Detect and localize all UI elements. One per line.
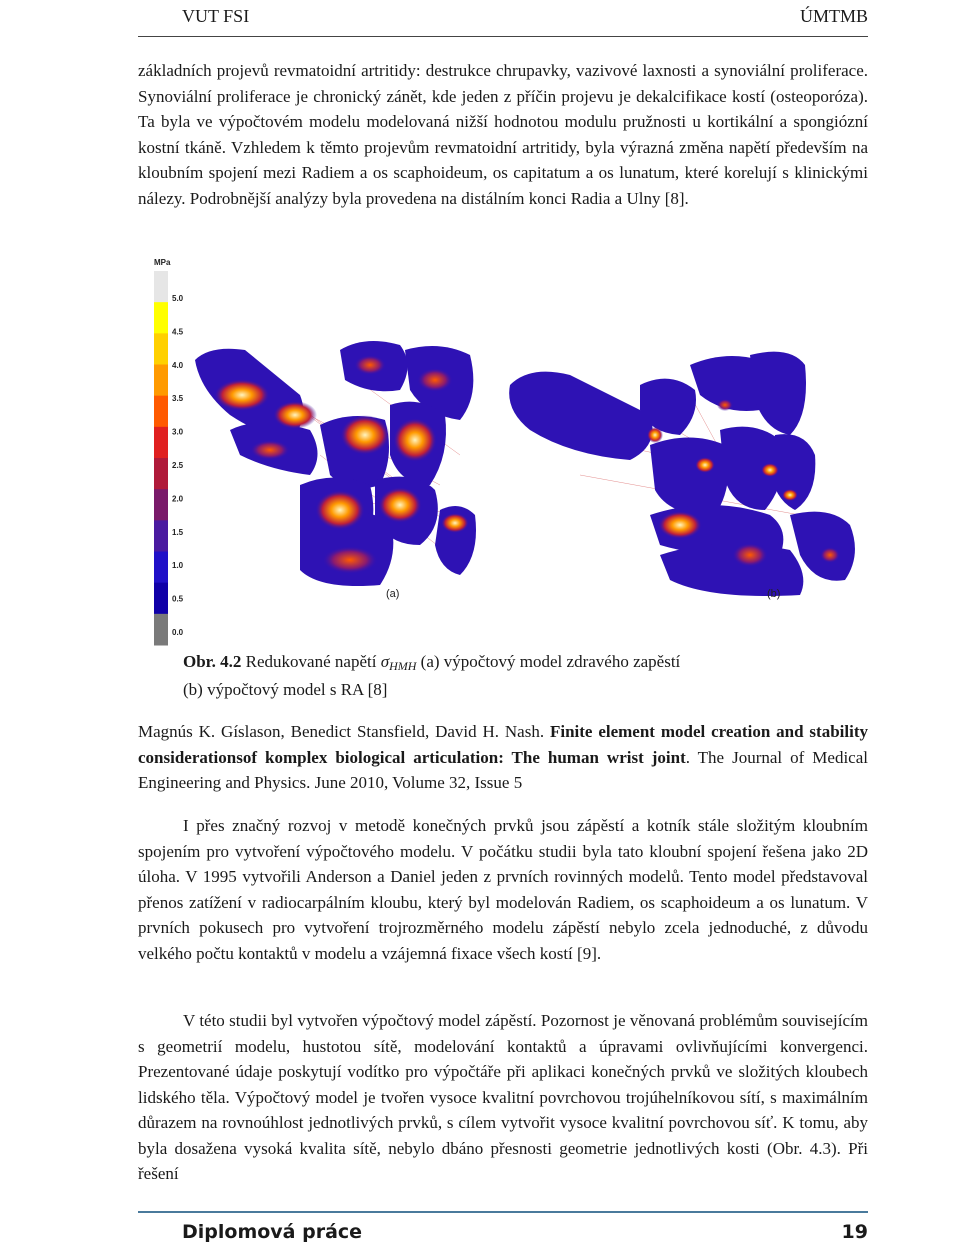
scale-unit: MPa <box>154 258 171 267</box>
scale-segment <box>154 302 168 334</box>
paragraph-3: V této studii byl vytvořen výpočtový model zápěstí. Pozornost je věnovaná problémům souvisejícím s geometrií modelu, hustotou sítě, modelování kontaktů a úpravami ovlivňujícími konvergenci. Prezentované údaje poskytují vodítko pro výpočtáře při aplikaci konečných prvků ve složitých kloubech lidského těla. Výpočtový model je tvořen vysoce kvalitní povrchovou trojúhelníkovou sítí, s maximálním důrazem na rovnoúhlost jednotlivých prvků, s cílem vytvořit vysoce kvalitní povrchovou síť. K tomu, aby byla dosažena vysoká kvalita sítě, nebylo dbáno přesnosti geometrie jednotlivých kosti (Obr. 4.3). Při řešení <box>138 1011 868 1183</box>
scale-segment <box>154 583 168 615</box>
scale-tick-label: 3.0 <box>172 427 184 437</box>
caption-sigma-subscript: HMH <box>389 659 417 673</box>
reference-journal: . The Journal of Medical Engineering and Physics. June 2010, Volume 32, Issue 5 <box>138 747 868 792</box>
scale-tick-label: 1.5 <box>172 527 184 537</box>
scale-tick-label: 3.5 <box>172 394 184 404</box>
reference-authors: Magnús K. Gíslason, Benedict Stansfield, David H. Nash. <box>138 722 545 741</box>
header-institution: VUT FSI <box>182 6 250 26</box>
scale-segment <box>154 271 168 303</box>
scale-segment <box>154 365 168 397</box>
wrist-model-a <box>195 341 476 586</box>
scale-tick-label: 5.0 <box>172 294 184 303</box>
caption-sigma: σ <box>380 652 390 671</box>
wrist-model-b <box>509 352 855 596</box>
page-number: 19 <box>841 1221 868 1243</box>
scale-tick-label: 4.0 <box>172 360 184 370</box>
color-scale <box>154 271 168 646</box>
scale-tick-label: 4.5 <box>172 327 184 337</box>
reference <box>138 719 868 796</box>
scale-segment <box>154 396 168 428</box>
footer-rule <box>138 1211 868 1213</box>
scale-tick-label: 2.5 <box>172 461 184 470</box>
scale-segment <box>154 552 168 584</box>
figure-caption <box>183 650 863 702</box>
caption-figure-number: Obr. 4.2 <box>183 652 242 671</box>
caption-text-2: (a) výpočtový model zdravého zapěstí <box>420 652 681 671</box>
scale-segment <box>154 333 168 365</box>
header-department: ÚMTMB <box>799 6 868 26</box>
caption-line-2: (b) výpočtový model s RA [8] <box>183 680 388 699</box>
scale-tick-label: 1.0 <box>172 561 184 571</box>
footer-title: Diplomová práce <box>182 1221 363 1243</box>
label-b: (b) <box>767 588 781 600</box>
scale-segment <box>154 614 168 646</box>
label-a: (a) <box>386 588 400 600</box>
header-rule <box>138 36 868 37</box>
scale-segment <box>154 520 168 552</box>
reference-title: Finite element model creation and stability considerationsof komplex biological articulation: The human wrist joint <box>138 722 868 767</box>
scale-tick-label: 2.0 <box>172 494 184 504</box>
color-scale-labels <box>172 294 184 637</box>
scale-tick-label: 0.0 <box>172 628 184 637</box>
scale-tick-label: 0.5 <box>172 594 184 604</box>
paragraph-2: I přes značný rozvoj v metodě konečných prvků jsou zápěstí a kotník stále složitým kloubním spojením pro vytvoření výpočtového modelu. V počátku studii byla tato kloubní spojení řešena jako 2D úloha. V 1995 vytvořili Anderson a Daniel jeden z prvních rovinných modelů. Tento model představoval přenos zatížení v radiocarpálním kloubu, který byl modelován Radiem, os scaphoideum a os lunatum. V prvních pokusech pro vytvoření trojrozměrného modelu zápěstí nebylo zcela jednoduché, z důvodu velkého počtu kontaktů v modelu a vzájemná fixace všech kostí [9]. <box>138 816 868 963</box>
figure-graphic <box>150 255 875 650</box>
caption-text-1: Redukované napětí <box>245 652 377 671</box>
figure-stress-models <box>150 255 875 650</box>
scale-segment <box>154 489 168 521</box>
page-header <box>0 0 960 40</box>
scale-segment <box>154 458 168 490</box>
paragraph-1: základních projevů revmatoidní artritidy: destrukce chrupavky, vazivové laxnosti a synoviální proliferace. Synoviální proliferace je chronický zánět, kde jeden z příčin projevu je dekalcifikace kostí (osteoporóza). Ta byla ve výpočtovém modelu modelovaná nižší hodnotou modulu pružnosti u kortikální a spongiózní kostní tkáně. Vzhledem k těmto projevům revmatoidní artritidy, byla výrazná změna napětí především na kloubním spojení mezi Radiem a os scaphoideum, os capitatum a os lunatum, které korelují s klinickými nálezy. Podrobnější analýzy byla provedena na distálním konci Radia a Ulny [8]. <box>138 61 868 208</box>
scale-segment <box>154 427 168 459</box>
